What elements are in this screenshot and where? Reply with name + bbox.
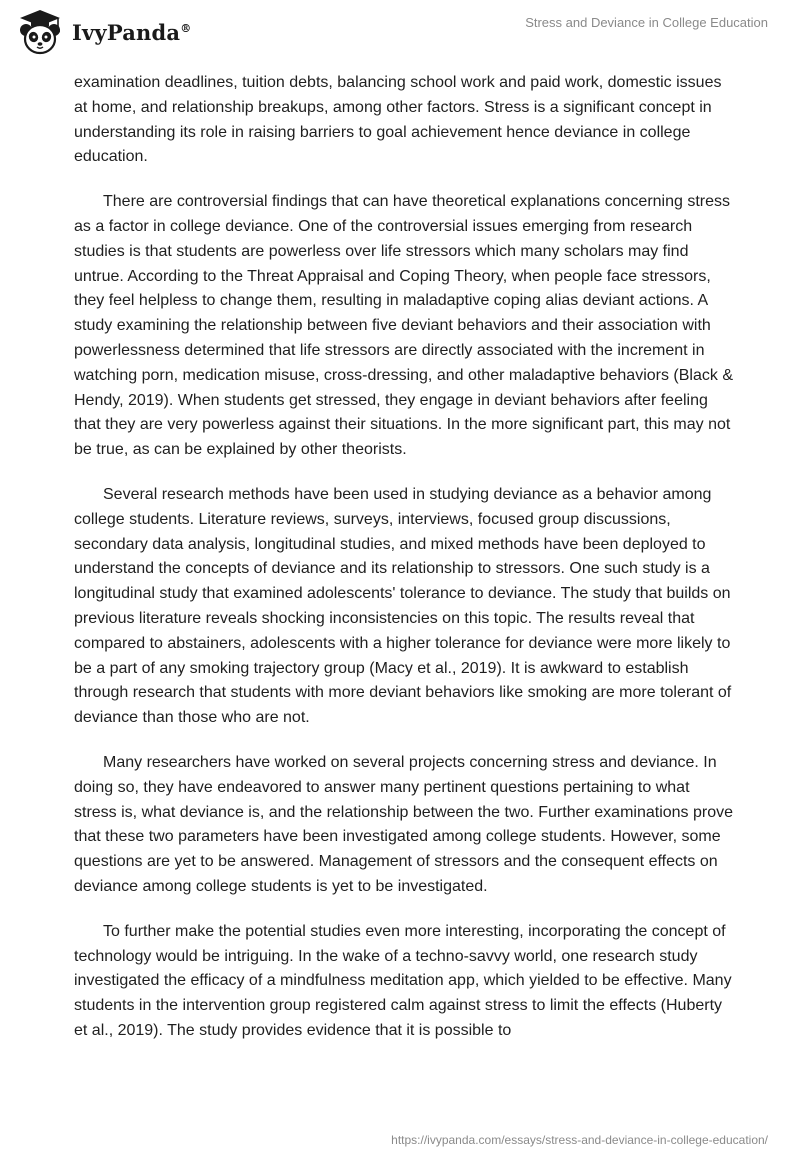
paragraph: Many researchers have worked on several projects concerning stress and deviance. In doing so, they have endeavored to answer many pertinent questions pertaining to what stress is, what deviance is, and the relationship between the two. Further examinations prove that these two parameters have been investigated among college students. However, some questions are yet to be answered. Management of stressors and the consequent effects on deviance among college students is yet to be investigated. — [74, 753, 734, 895]
brand-name — [72, 20, 191, 45]
ivypanda-logo[interactable] — [14, 6, 191, 58]
brand-text: IvyPanda — [72, 19, 181, 45]
paragraph: To further make the potential studies even more interesting, incorporating the concept of technology would be intriguing. In the wake of a techno-savvy world, one research study investigated the efficacy of a mindfulness meditation app, which yielded to be effective. Many students in the intervention group registered calm against stress to limit the effects (Huberty et al., 2019). The study provides evidence that it is possible to — [74, 922, 732, 1039]
paragraph: There are controversial findings that can have theoretical explanations concerning stress as a factor in college deviance. One of the controversial issues emerging from research studies is that students are powerless over life stressors which many scholars may find untrue. According to the Threat Appraisal and Coping Theory, when people face stressors, they feel helpless to change them, resulting in maladaptive coping alias deviant actions. A study examining the relationship between five deviant behaviors and their association with powerlessness determined that life stressors are directly associated with the increment in watching porn, medication misuse, cross-dressing, and other maladaptive behaviors (Black & Hendy, 2019). When students get stressed, they engage in deviant behaviors after feeling that they are very powerless against their situations. In the more significant part, this may not be true, as can be explained by other theorists. — [74, 193, 733, 459]
paragraph: Several research methods have been used in studying deviance as a behavior among college students. Literature reviews, surveys, interviews, focused group discussions, secondary data analysis, longitudinal studies, and mixed methods have been deployed to understand the concepts of deviance and its relationship to stressors. One such study is a longitudinal study that examined adolescents' tolerance to deviance. The study that builds on previous literature reveals shocking inconsistencies on this topic. The results reveal that compared to abstainers, adolescents with a higher tolerance for deviance were more likely to be a part of any smoking trajectory group (Macy et al., 2019). It is awkward to establish through research that students with more deviant behaviors like smoking are more tolerant of deviance than those who are not. — [74, 485, 732, 727]
page-header — [0, 0, 800, 62]
essay-body — [74, 71, 734, 1064]
source-url-link[interactable]: https://ivypanda.com/essays/stress-and-deviance-in-college-education/ — [391, 1133, 768, 1147]
registered-mark: ® — [180, 21, 192, 35]
document-title: Stress and Deviance in College Education — [525, 15, 768, 30]
panda-graduate-icon — [14, 6, 66, 58]
paragraph-continuation: examination deadlines, tuition debts, balancing school work and paid work, domestic issues at home, and relationship breakups, among other factors. Stress is a significant concept in understanding its role in raising barriers to goal achievement hence deviance in college education. — [74, 74, 722, 166]
